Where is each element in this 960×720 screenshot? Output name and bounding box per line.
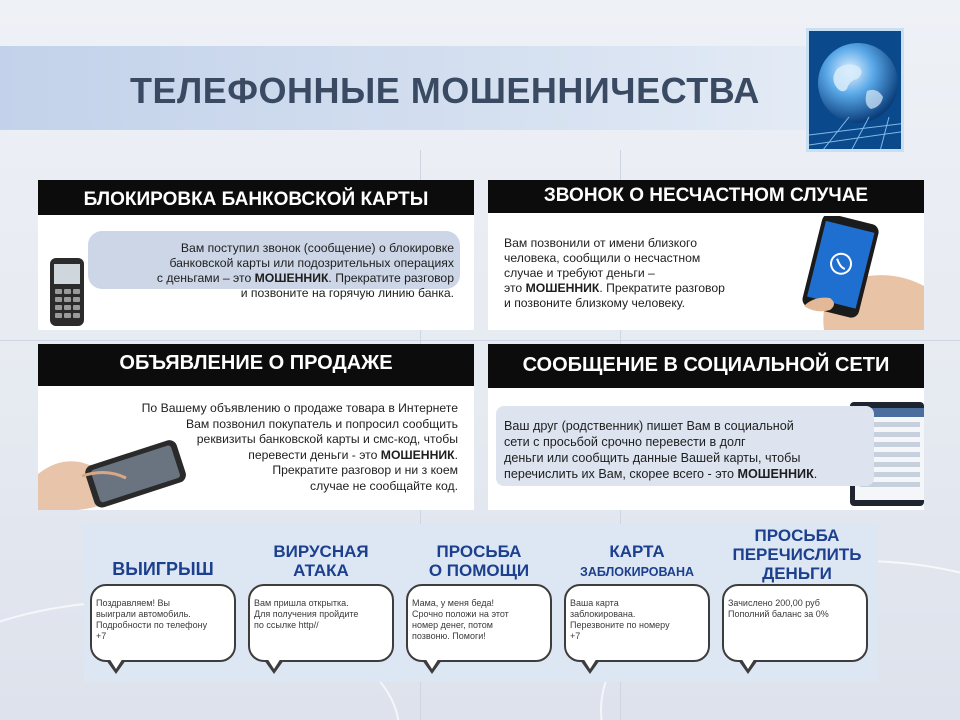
- card-heading: ОБЪЯВЛЕНИЕ О ПРОДАЖЕ: [38, 344, 474, 386]
- redacted-link: [319, 621, 381, 630]
- background-line: [0, 340, 960, 341]
- bubble-tail: [106, 660, 126, 674]
- bubble-tail: [264, 660, 284, 674]
- bubble-tail: [580, 660, 600, 674]
- card-bank-card-blocking: [38, 180, 474, 330]
- card-text: Ваш друг (родственник) пишет Вам в социальной сети с просьбой срочно перевести в долг деньги или сообщить данные Вашей карты, чтобы перечислить их Вам, скорее всего - это МОШЕННИК.: [504, 419, 818, 481]
- scam-title: ВИРУСНАЯ АТАКА: [273, 542, 369, 580]
- bubble-tail: [422, 660, 442, 674]
- hand-smartphone-icon: [784, 216, 924, 330]
- mobile-phone-icon: [48, 256, 86, 328]
- scam-message: Поздравляем! Вы выиграли автомобиль. Подробности по телефону +7: [96, 598, 208, 641]
- card-social-network-message: [488, 344, 924, 510]
- scam-card-blocked: [558, 524, 716, 682]
- card-heading: СООБЩЕНИЕ В СОЦИАЛЬНОЙ СЕТИ: [488, 344, 924, 388]
- card-text: По Вашему объявлению о продаже товара в Интернете Вам позвонил покупатель и попросил сообщить реквизиты банковской карты и смс-код, чтобы перевести деньги - это МОШЕННИК. Прекратите разговор и ни з коем случае не сообщайте код.: [141, 401, 458, 493]
- scam-title: ПРОСЬБА ПЕРЕЧИСЛИТЬ ДЕНЬГИ: [732, 526, 862, 583]
- redacted-number: [106, 632, 168, 641]
- scam-message: Вам пришла открытка. Для получения пройдите по ссылке http//: [254, 598, 390, 631]
- card-text: Вам позвонили от имени близкого человека, сообщили о несчастном случае и требуют деньги – это МОШЕННИК. Прекратите разговор и позвоните близкому человеку.: [504, 236, 725, 310]
- scam-help-request: [400, 524, 558, 682]
- scam-title: КАРТА ЗАБЛОКИРОВАНА: [579, 542, 695, 579]
- card-sale-advertisement: [38, 344, 474, 510]
- globe-image: [806, 28, 904, 152]
- scam-message: Зачислено 200,00 руб Пополний баланс за 0%: [728, 598, 864, 631]
- scam-message: Мама, у меня беда! Срочно положи на этот номер денег, потом позвоню. Помоги!: [412, 598, 509, 641]
- card-text: Вам поступил звонок (сообщение) о блокировке банковской карты или подозрительных операциях с деньгами – это МОШЕННИК. Прекратите разговор и позвоните на горячую линию банка.: [156, 241, 454, 300]
- scam-message: Ваша карта заблокирована. Перезвоните по номеру +7: [570, 598, 670, 641]
- scam-prize: [84, 524, 242, 682]
- scam-title: ВЫИГРЫШ: [112, 559, 214, 579]
- redacted-number: [580, 632, 642, 641]
- scam-virus-attack: [242, 524, 400, 682]
- card-accident-call: [488, 180, 924, 330]
- card-heading: ЗВОНОК О НЕСЧАСТНОМ СЛУЧАЕ: [488, 180, 924, 213]
- page-title: ТЕЛЕФОННЫЕ МОШЕННИЧЕСТВА: [130, 70, 760, 111]
- scam-examples-panel: [84, 524, 878, 682]
- scam-title: ПРОСЬБА О ПОМОЩИ: [428, 542, 530, 580]
- card-heading: БЛОКИРОВКА БАНКОВСКОЙ КАРТЫ: [38, 180, 474, 215]
- redacted-text: [728, 621, 838, 630]
- scam-transfer-request: [716, 524, 878, 682]
- bubble-tail: [738, 660, 758, 674]
